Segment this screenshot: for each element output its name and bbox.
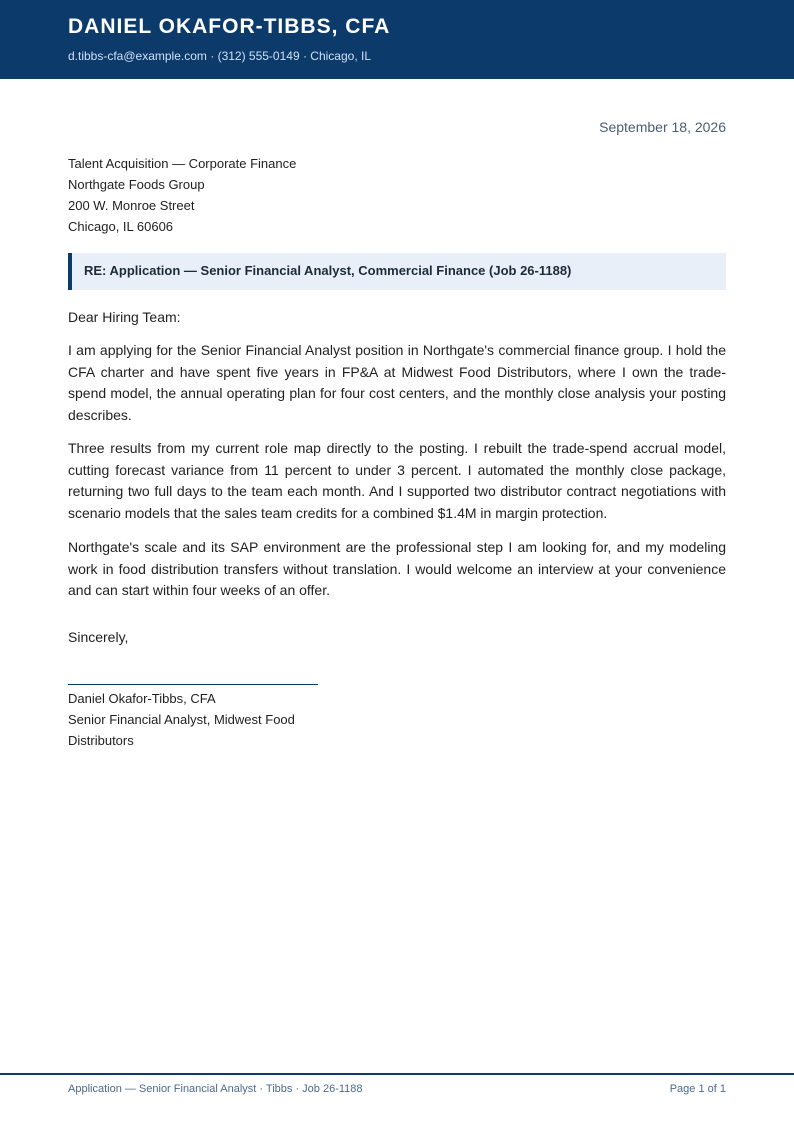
recipient-line: Chicago, IL 60606 (68, 219, 174, 234)
recipient-line: Northgate Foods Group (68, 177, 205, 192)
sender-contact: d.tibbs-cfa@example.com · (312) 555-0149 · Chicago, IL (68, 49, 371, 63)
closing: Sincerely, (68, 629, 129, 645)
footer-divider (0, 1073, 794, 1075)
footer-reference: Application — Senior Financial Analyst · Tibbs · Job 26-1188 (68, 1083, 363, 1095)
recipient-line: 200 W. Monroe Street (68, 198, 195, 213)
body-paragraph: Northgate's scale and its SAP environment are the professional step I am looking for, and my modeling work in food distribution transfers without translation. I would welcome an interview at your convenience and can start within four weeks of an offer. (68, 539, 726, 598)
signature-line (68, 684, 318, 685)
page-number: Page 1 of 1 (669, 1083, 726, 1095)
signature-title: Senior Financial Analyst, Midwest Food Distributors (68, 712, 295, 748)
subject-line: RE: Application — Senior Financial Analyst, Commercial Finance (Job 26-1188) (84, 263, 572, 278)
body-paragraph: I am applying for the Senior Financial Analyst position in Northgate's commercial finance group. I hold the CFA charter and have spent five years in FP&A at Midwest Food Distributors, where I own the trade-spend model, the annual operating plan for four cost centers, and the monthly close analysis your posting describes. (68, 342, 726, 423)
signature-name: Daniel Okafor-Tibbs, CFA (68, 691, 216, 706)
recipient-address (68, 153, 296, 237)
signature-block (68, 688, 318, 751)
sender-name: DANIEL OKAFOR-TIBBS, CFA (68, 15, 391, 38)
body-paragraph: Three results from my current role map directly to the posting. I rebuilt the trade-spend accrual model, cutting forecast variance from 11 percent to under 3 percent. I automated the monthly close package, returning two full days to the team each month. And I supported two distributor contract negotiations with scenario models that the sales team credits for a combined $1.4M in margin protection. (68, 440, 726, 521)
salutation: Dear Hiring Team: (68, 309, 181, 325)
recipient-line: Talent Acquisition — Corporate Finance (68, 156, 297, 171)
letterhead-banner (0, 0, 794, 79)
subject-box (68, 253, 726, 290)
letter-date: September 18, 2026 (599, 119, 726, 135)
